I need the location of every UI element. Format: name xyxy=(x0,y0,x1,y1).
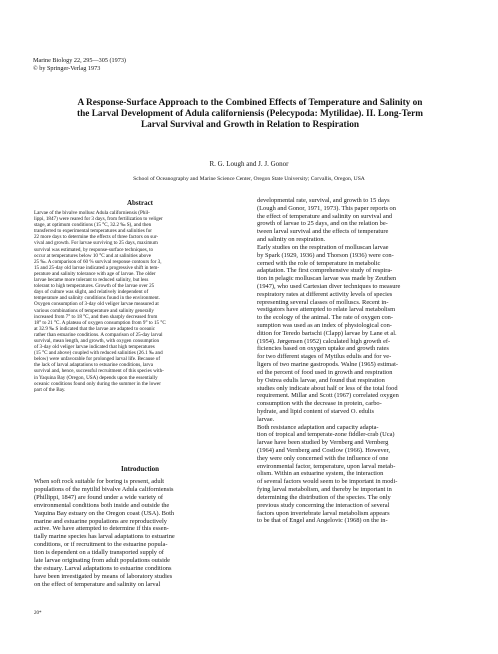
text-line: active. We have attempted to determine if this essen- xyxy=(34,525,169,533)
text-line: ficiencies based on oxygen uptake and growth rates xyxy=(257,345,389,353)
text-line: representing several classes of molluscs. Recent in- xyxy=(257,298,389,306)
text-line: tially marine species has larval adaptations to estuarine xyxy=(34,533,175,541)
text-line: cerned with the role of temperature in metabolic xyxy=(257,259,381,267)
text-line: factors upon invertebrate larval metabolism appears xyxy=(257,509,390,517)
text-line: at 32.9 ‰ S indicated that the larvae are adapted to oceanic xyxy=(34,325,156,332)
abstract-heading: Abstract xyxy=(126,199,154,207)
text-line: they were only concerned with the influence of one xyxy=(257,454,389,462)
text-line: requirement. Millar and Scott (1967) correlated oxygen xyxy=(257,392,399,400)
text-line: survival and, hence, successful recruitment of this species with- xyxy=(34,368,164,375)
text-line: environmental conditions both inside and outside the xyxy=(34,501,170,509)
text-line: developmental rate, survival, and growth to 15 days xyxy=(257,197,390,204)
text-line: larvae. xyxy=(257,415,275,423)
text-line: respiratory rates at different activity levels of species xyxy=(257,290,393,298)
text-line: adaptation. The first comprehensive study of respira- xyxy=(257,267,393,275)
text-line: dition for Teredo bartschi (Clapp) larvae by Lane et al. xyxy=(257,329,397,337)
text-line: various combinations of temperature and salinity generally xyxy=(34,307,154,314)
text-line: occur at temperatures below 10 °C and at salinities above xyxy=(34,252,152,259)
text-line: late larvae originating from adult populations outside xyxy=(34,557,170,565)
text-line: have been investigated by means of laboratory studies xyxy=(34,572,173,580)
text-line: determining the distribution of the species. The only xyxy=(257,493,391,501)
introduction-body xyxy=(34,478,246,589)
text-line: part of the Bay. xyxy=(34,386,66,393)
text-line: oceanic conditions found only during the summer in the lower xyxy=(34,380,161,387)
text-line: larvae have been studied by Vernberg and Vernberg xyxy=(257,439,389,447)
text-line: (Phillippi, 1847) are found under a wide variety of xyxy=(34,493,164,501)
text-line: Both resistance adaptation and capacity adapta- xyxy=(257,423,379,431)
text-line: studies only indicate about half or less of the total food xyxy=(257,384,398,392)
text-line: to the ecology of the animal. The rate of oxygen con- xyxy=(257,314,393,322)
text-line: the effect of temperature and salinity on survival and xyxy=(257,212,393,220)
text-line: 25 ‰. A comparison of 60 % survival response contours for 3, xyxy=(34,258,162,265)
text-line: 18° to 21 °C. A plateau of oxygen consumption from 9° to 15 °C xyxy=(34,319,166,326)
paper-title xyxy=(30,98,470,131)
text-line: vestigators have attempted to relate larval metabolism xyxy=(257,306,396,314)
text-line: tion of tropical and temperate-zone fiddler-crab (Uca) xyxy=(257,431,395,439)
title-line: A Response-Surface Approach to the Combined Effects of Temperature and Salinity on xyxy=(77,98,423,108)
text-line: (1954). Jørgensen (1952) calculated high growth ef- xyxy=(257,337,391,345)
introduction-heading: Introduction xyxy=(121,465,159,473)
text-line: 15 and 25-day old larvae indicated a progressive shift in tem- xyxy=(34,264,160,271)
text-line: (1947), who used Cartesian diver techniques to measure xyxy=(257,282,401,290)
text-line: growth of larvae to 25 days, and on the relation be- xyxy=(257,220,388,228)
text-line: days of culture was slight, and relatively independent of xyxy=(34,289,149,296)
text-line: Larvae of the bivalve mollusc Adula californiensis (Phil- xyxy=(34,210,150,216)
text-line: survival was estimated, by response-surface techniques, to xyxy=(34,246,154,253)
journal-line: Marine Biology 22, 295—305 (1973) xyxy=(33,57,126,64)
text-line: increased from 7° to 18 °C, and then sharply decreased from xyxy=(34,313,158,320)
text-line: fying larval metabolism, and thereby be important in xyxy=(257,486,392,494)
text-line: to be that of Engel and Angelovic (1968) on the in- xyxy=(257,517,388,525)
text-line: for two different stages of Mytilus edulis and for ve- xyxy=(257,353,392,361)
text-line: environmental factor, temperature, upon larval metab- xyxy=(257,462,396,470)
text-line: by Ostrea edulis larvae, and found that respiration xyxy=(257,376,385,384)
text-line: transferred to experimental temperatures and salinities for xyxy=(34,228,152,235)
right-column-body xyxy=(257,197,469,525)
text-line: lippi, 1847) were reared for 3 days, from fertilization to veliger xyxy=(34,216,163,223)
text-line: survival, mean length, and growth, with oxygen consumption xyxy=(34,337,160,344)
abstract-body xyxy=(34,210,246,393)
text-line: of several factors would seem to be important in modi- xyxy=(257,478,398,486)
text-line: on the effect of temperature and salinity on larval xyxy=(34,580,161,588)
text-line: the lack of larval adaptations to estuarine conditions, larva xyxy=(34,362,153,369)
authors: R. G. Lough and J. J. Gonor xyxy=(209,160,289,168)
text-line: tween larval survival and the effects of temperature xyxy=(257,228,389,236)
text-line: Early studies on the respiration of molluscan larvae xyxy=(257,243,389,251)
text-line: in Yaquina Bay (Oregon, USA) depends upon the essentially xyxy=(34,374,158,381)
text-line: (1964) and Vernberg and Costlow (1966). However, xyxy=(257,447,390,454)
text-line: Yaquina Bay estuary on the Oregon coast (USA). Both xyxy=(34,509,175,517)
text-line: (15 °C and above) coupled with reduced salinities (26.1 ‰ and xyxy=(34,350,163,357)
copyright-line: © by Springer-Verlag 1973 xyxy=(33,65,101,72)
text-line: When soft rock suitable for boring is present, adult xyxy=(34,478,165,485)
text-line: 22 more days to determine the effects of three factors on sur- xyxy=(34,234,159,241)
text-line: tion is dependent on a tidally transported supply of xyxy=(34,549,164,557)
text-line: previous study concerning the interaction of several xyxy=(257,501,390,509)
text-line: the estuary. Larval adaptations to estuarine conditions xyxy=(34,564,172,572)
text-line: populations of the mytilid bivalve Adula californiensis xyxy=(34,485,174,493)
text-line: below) were unfavorable for prolonged larval life. Because of xyxy=(34,356,161,363)
text-line: vival and growth. For larvae surviving to 25 days, maximum xyxy=(34,240,158,247)
text-line: larvae became more tolerant to reduced salinity, but less xyxy=(34,277,149,284)
text-line: tion in pelagic molluscan larvae was made by Zeuthen xyxy=(257,275,397,283)
text-line: tolerant to high temperatures. Growth of the larvae over 25 xyxy=(34,283,155,290)
text-line: and salinity on respiration. xyxy=(257,236,326,244)
text-line: Oxygen consumption of 3-day old veliger larvae measured at xyxy=(34,301,159,308)
text-line: olism. Within an estuarine system, the interaction xyxy=(257,470,384,478)
text-line: marine and estuarine populations are reproductively xyxy=(34,517,167,525)
page-footer-mark: 20* xyxy=(34,611,42,616)
text-line: ed the percent of food used in growth and respiration xyxy=(257,368,393,376)
text-line: hydrate, and lipid content of starved O. edulis xyxy=(257,407,374,415)
text-line: of 3-day old veliger larvae indicated that high temperatures xyxy=(34,344,155,351)
title-line: the Larval Development of Adula californiensis (Pelecypoda: Mytilidae). II. Long-Term xyxy=(77,109,423,119)
text-line: rather than estuarine conditions. A comparison of 25-day larval xyxy=(34,331,163,338)
text-line: by Spark (1929, 1936) and Thorson (1936) were con- xyxy=(257,251,394,259)
text-line: conditions, or if recruitment to the estuarine popula- xyxy=(34,541,168,549)
text-line: ligers of two marine gastropods. Walne (1965) estimat- xyxy=(257,361,398,369)
title-line: Larval Survival and Growth in Relation to Respiration xyxy=(140,120,360,130)
text-line: stage, at optimum conditions (15 °C, 32.2 ‰ S), and then xyxy=(34,222,152,229)
text-line: (Lough and Gonor, 1971, 1973). This paper reports on xyxy=(257,204,396,212)
text-line: temperature and salinity conditions found in the environment. xyxy=(34,295,160,302)
text-line: perature and salinity tolerance with age of larvae. The older xyxy=(34,270,156,277)
text-line: consumption with the decrease in protein, carbo- xyxy=(257,400,382,408)
text-line: sumption was used as an index of physiological con- xyxy=(257,322,392,329)
journal-citation xyxy=(33,57,126,73)
affiliation: School of Oceanography and Marine Science Center, Oregon State University; Corvallis, Oregon, USA xyxy=(133,176,365,182)
